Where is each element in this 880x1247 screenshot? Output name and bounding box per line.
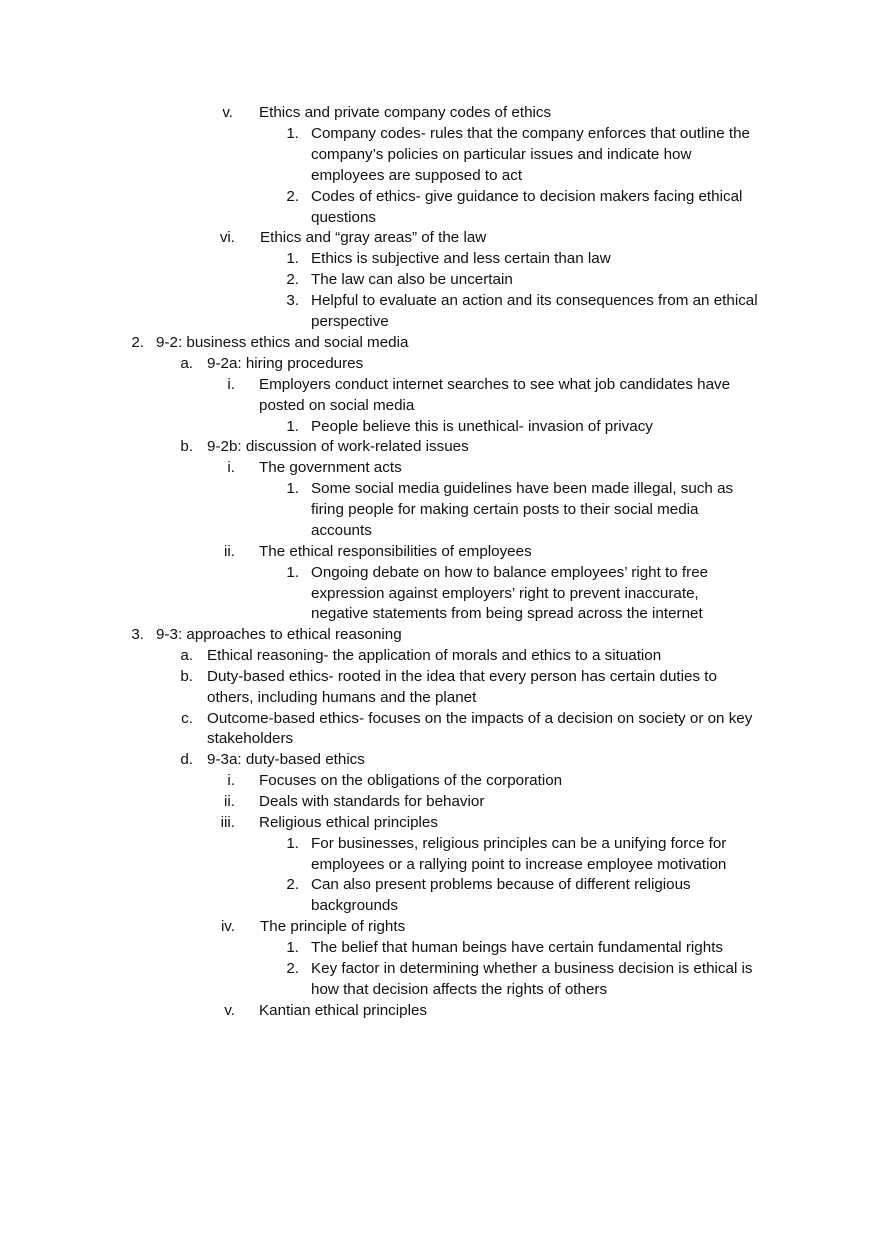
list-marker: 1.	[286, 480, 299, 497]
list-marker: a.	[180, 355, 193, 372]
list-marker: iv.	[220, 918, 235, 935]
list-item-text: Some social media guidelines have been made illegal, such as	[311, 480, 734, 497]
list-item-text: The government acts	[259, 459, 402, 476]
list-marker: 1.	[286, 564, 299, 581]
list-item-text: Ethics and private company codes of ethics	[259, 104, 552, 121]
list-marker: 3.	[286, 292, 299, 309]
list-marker: i.	[227, 459, 235, 476]
list-marker: b.	[180, 668, 193, 685]
list-marker: b.	[180, 438, 193, 455]
list-item-text: Employers conduct internet searches to see what job candidates have	[259, 376, 731, 393]
list-marker: v.	[224, 1002, 235, 1019]
list-marker: 1.	[286, 250, 299, 267]
list-item-text: The principle of rights	[260, 918, 406, 935]
list-item-continuation: firing people for making certain posts to their social media	[311, 501, 699, 518]
list-item-text: Can also present problems because of different religious	[311, 876, 691, 893]
list-marker: c.	[181, 710, 193, 727]
list-item-text: The law can also be uncertain	[311, 271, 513, 288]
list-item-continuation: accounts	[311, 522, 372, 539]
list-item-text: Outcome-based ethics- focuses on the impacts of a decision on society or on key	[207, 710, 753, 727]
list-item-text: The ethical responsibilities of employees	[259, 543, 532, 560]
list-item-continuation: employees are supposed to act	[311, 167, 523, 184]
list-item-continuation: employees or a rallying point to increase employee motivation	[311, 856, 727, 873]
list-marker: 1.	[286, 125, 299, 142]
list-marker: iii.	[220, 814, 235, 831]
list-marker: ii.	[224, 543, 235, 560]
list-marker: 2.	[286, 188, 299, 205]
list-marker: 1.	[286, 939, 299, 956]
list-marker: d.	[180, 751, 193, 768]
list-item-text: Ethics and “gray areas” of the law	[260, 229, 487, 246]
list-item-text: 9-2b: discussion of work-related issues	[207, 438, 469, 455]
list-item-text: Ongoing debate on how to balance employees’ right to free	[311, 564, 709, 581]
list-item-continuation: perspective	[311, 313, 389, 330]
list-item-continuation: how that decision affects the rights of others	[311, 981, 608, 998]
list-marker: v.	[222, 104, 233, 121]
list-item-text: 9-2: business ethics and social media	[156, 334, 409, 351]
list-marker: 2.	[286, 876, 299, 893]
list-marker: 3.	[131, 626, 144, 643]
list-marker: 2.	[131, 334, 144, 351]
list-marker: i.	[227, 772, 235, 789]
list-item-text: People believe this is unethical- invasion of privacy	[311, 418, 653, 435]
list-item-continuation: backgrounds	[311, 897, 398, 914]
list-item-text: Focuses on the obligations of the corporation	[259, 772, 563, 789]
list-marker: 1.	[286, 418, 299, 435]
list-item-continuation: stakeholders	[207, 730, 294, 747]
list-item-continuation: expression against employers’ right to prevent inaccurate,	[311, 585, 699, 602]
list-item-text: Key factor in determining whether a business decision is ethical is	[311, 960, 753, 977]
list-marker: i.	[227, 376, 235, 393]
list-item-text: 9-3: approaches to ethical reasoning	[156, 626, 402, 643]
list-item-continuation: questions	[311, 209, 377, 226]
list-item-text: Duty-based ethics- rooted in the idea that every person has certain duties to	[207, 668, 717, 685]
list-item-continuation: company’s policies on particular issues and indicate how	[311, 146, 692, 163]
list-item-continuation: others, including humans and the planet	[207, 689, 477, 706]
list-item-text: Ethics is subjective and less certain than law	[311, 250, 611, 267]
list-item-text: Ethical reasoning- the application of morals and ethics to a situation	[207, 647, 662, 664]
list-item-text: For businesses, religious principles can be a unifying force for	[311, 835, 727, 852]
list-item-text: Deals with standards for behavior	[259, 793, 485, 810]
list-item-text: Kantian ethical principles	[259, 1002, 428, 1019]
list-item-text: Religious ethical principles	[259, 814, 438, 831]
list-item-text: Codes of ethics- give guidance to decision makers facing ethical	[311, 188, 743, 205]
list-marker: 2.	[286, 960, 299, 977]
list-item-text: The belief that human beings have certain fundamental rights	[311, 939, 724, 956]
list-item-text: 9-3a: duty-based ethics	[207, 751, 365, 768]
list-marker: 1.	[286, 835, 299, 852]
list-marker: 2.	[286, 271, 299, 288]
list-item-text: 9-2a: hiring procedures	[207, 355, 364, 372]
list-marker: vi.	[219, 229, 235, 246]
list-marker: ii.	[224, 793, 235, 810]
list-item-continuation: posted on social media	[259, 397, 415, 414]
list-marker: a.	[180, 647, 193, 664]
list-item-continuation: negative statements from being spread across the internet	[311, 605, 703, 622]
list-item-text: Company codes- rules that the company enforces that outline the	[311, 125, 750, 142]
list-item-text: Helpful to evaluate an action and its consequences from an ethical	[311, 292, 758, 309]
